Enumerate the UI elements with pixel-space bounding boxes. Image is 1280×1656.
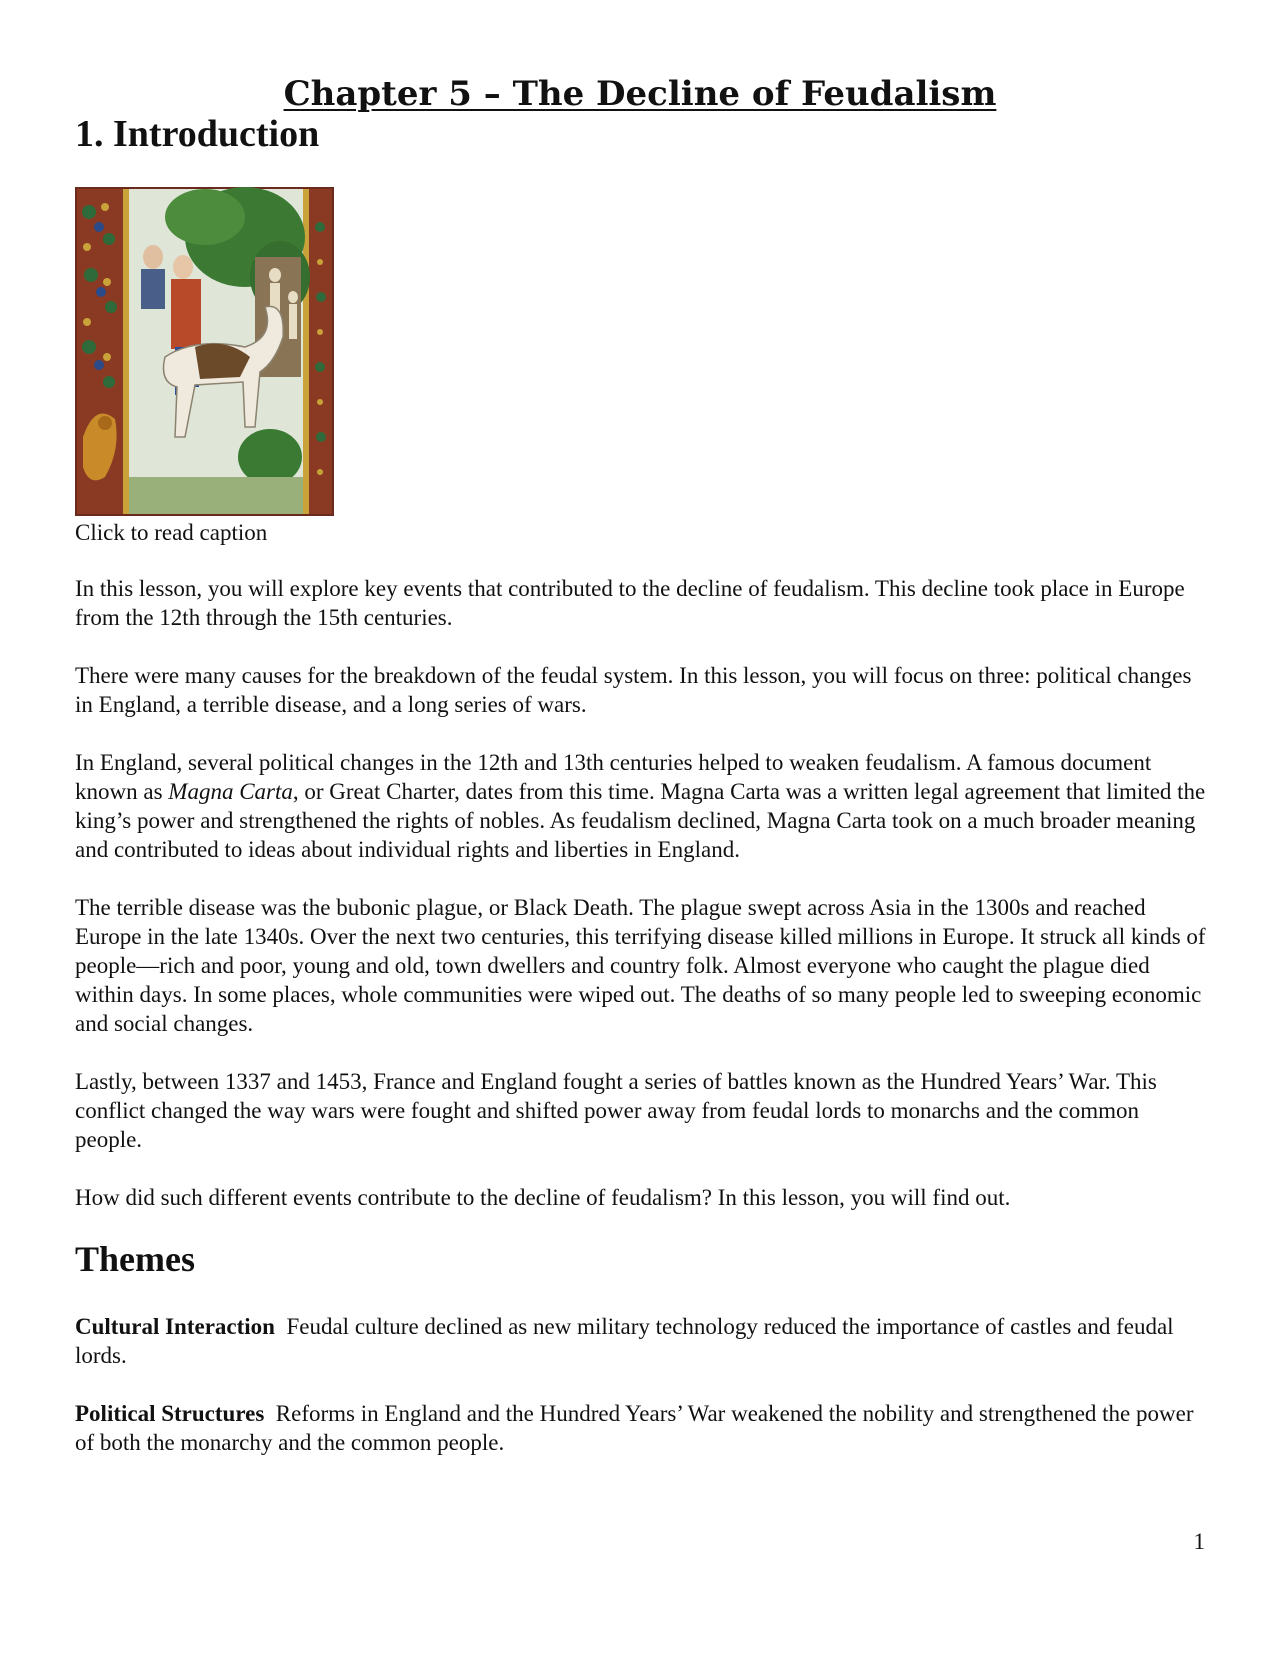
- theme-item: [75, 1399, 1210, 1457]
- magna-carta-emphasis: Magna Carta: [168, 779, 293, 804]
- section-title: 1. Introduction: [75, 113, 320, 155]
- paragraph-hundred-years-war: Lastly, between 1337 and 1453, France and England fought a series of battles known as the Hundred Years’ War. This conflict changed the way wars were fought and shifted power away from feudal lords to monarchs and the common people.: [75, 1069, 1157, 1152]
- theme-item: [75, 1312, 1210, 1370]
- paragraph-text: In England, several political changes in the 12th and 13th centuries helped to weaken feudalism. A famous document known as: [75, 750, 1152, 804]
- paragraph-magna-carta: [75, 748, 1210, 864]
- caption-link[interactable]: Click to read caption: [75, 520, 268, 545]
- introduction-body: [75, 574, 1210, 1241]
- illuminated-manuscript-image[interactable]: [75, 187, 334, 516]
- paragraph-intro: In this lesson, you will explore key events that contributed to the decline of feudalism. This decline took place in Europe from the 12th through the 15th centuries.: [75, 576, 1185, 630]
- themes-title: Themes: [75, 1239, 195, 1279]
- paragraph-text: , or Great Charter, dates from this time. Magna Carta was a written legal agreement that limited the king’s power and strengthened the rights of nobles. As feudalism declined, Magna Carta took on a much broader meaning and contributed to ideas about individual rights and liberties in England.: [75, 779, 1206, 862]
- chapter-title: Chapter 5 – The Decline of Feudalism: [283, 74, 997, 114]
- theme-term: Cultural Interaction: [75, 1314, 275, 1339]
- paragraph-question: How did such different events contribute to the decline of feudalism? In this lesson, you will find out.: [75, 1185, 1011, 1210]
- theme-term: Political Structures: [75, 1401, 265, 1426]
- theme-text: Feudal culture declined as new military technology reduced the importance of castles and feudal lords.: [75, 1314, 1174, 1368]
- themes-list: [75, 1312, 1210, 1486]
- theme-text: Reforms in England and the Hundred Years’ War weakened the nobility and strengthened the power of both the monarchy and the common people.: [75, 1401, 1194, 1455]
- paragraph-plague: The terrible disease was the bubonic plague, or Black Death. The plague swept across Asia in the 1300s and reached Europe in the late 1340s. Over the next two centuries, this terrifying disease killed millions in Europe. It struck all kinds of people—rich and poor, young and old, town dwellers and country folk. Almost everyone who caught the plague died within days. In some places, whole communities were wiped out. The deaths of so many people led to sweeping economic and social changes.: [75, 895, 1206, 1036]
- page-number: 1: [1193, 1529, 1205, 1554]
- paragraph-causes: There were many causes for the breakdown of the feudal system. In this lesson, you will focus on three: political changes in England, a terrible disease, and a long series of wars.: [75, 663, 1192, 717]
